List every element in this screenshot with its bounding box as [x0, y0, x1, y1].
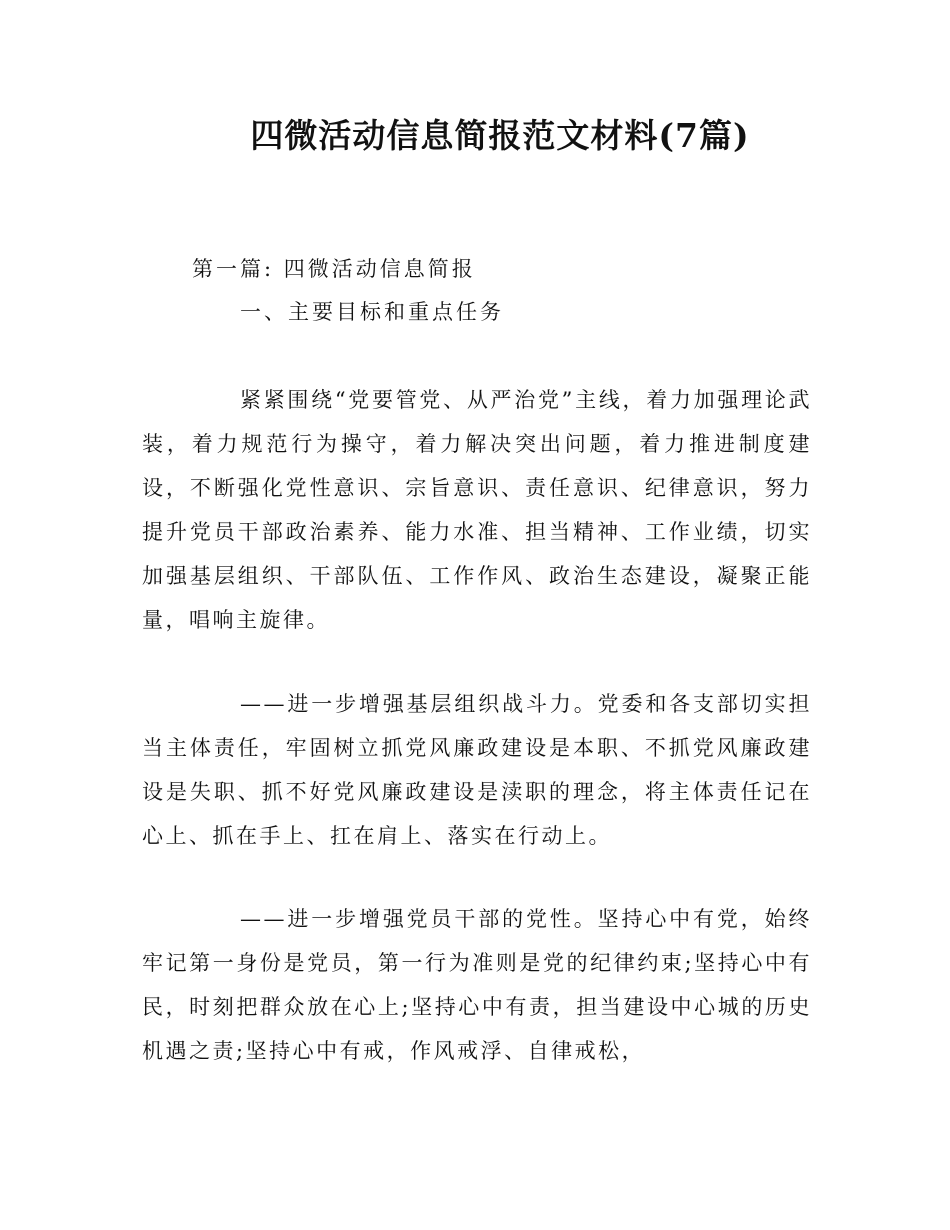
section-heading: 一、主要目标和重点任务	[240, 300, 504, 324]
body-paragraph-2: ——进一步增强基层组织战斗力。党委和各支部切实担当主体责任，牢固树立抓党风廉政建设是本职、不抓党风廉政建设是失职、抓不好党风廉政建设是渎职的理念，将主体责任记在心上、抓在手上、扛在肩上、落实在行动上。	[142, 692, 812, 848]
chapter-heading: 第一篇: 四微活动信息简报	[192, 257, 476, 281]
body-paragraph-3: ——进一步增强党员干部的党性。坚持心中有党，始终牢记第一身份是党员，第一行为准则是党的纪律约束;坚持心中有民，时刻把群众放在心上;坚持心中有责，担当建设中心城的历史机遇之责;坚持心中有戒，作风戒浮、自律戒松，	[142, 907, 812, 1063]
body-paragraph-1: 紧紧围绕“党要管党、从严治党”主线，着力加强理论武装，着力规范行为操守，着力解决突出问题，着力推进制度建设，不断强化党性意识、宗旨意识、责任意识、纪律意识，努力提升党员干部政治素养、能力水准、担当精神、工作业绩，切实加强基层组织、干部队伍、工作作风、政治生态建设，凝聚正能量，唱响主旋律。	[142, 388, 812, 632]
document-title: 四微活动信息简报范文材料(7篇)	[250, 116, 750, 155]
